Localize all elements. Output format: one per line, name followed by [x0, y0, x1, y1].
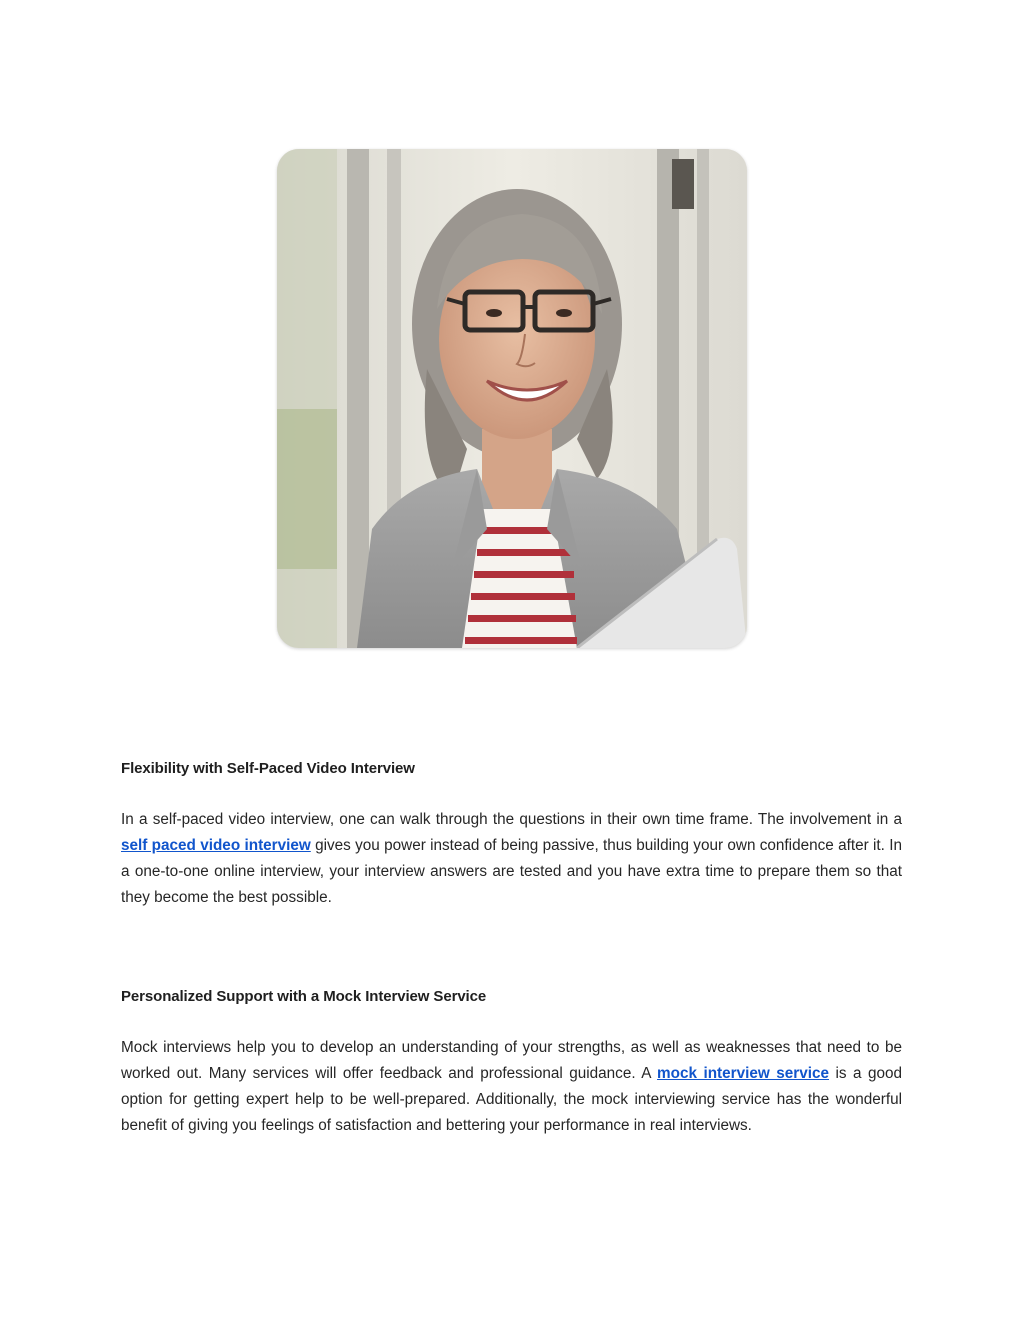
section-heading: Flexibility with Self-Paced Video Interview: [121, 760, 415, 777]
portrait-illustration: [277, 149, 747, 648]
paragraph-text: is a good option for getting expert help to be well-prepared. Additionally, the mock interviewing service has the wonderful benefit of giving you feelings of satisfaction and bettering your performance in real interviews.: [121, 1065, 902, 1134]
mock-interview-service-link[interactable]: mock interview service: [657, 1065, 829, 1082]
paragraph-text: gives you power instead of being passive, thus building your own confidence after it. In a one-to-one online interview, your interview answers are tested and you have extra time to prepare them so that they become the best possible.: [121, 837, 902, 906]
section-flexibility: [121, 760, 902, 777]
paragraph-text: In a self-paced video interview, one can walk through the questions in their own time frame. The involvement in a: [121, 811, 902, 828]
section-mock-interview-body: [121, 1035, 902, 1139]
section-flexibility-body: [121, 807, 902, 911]
section-heading: Personalized Support with a Mock Interview Service: [121, 988, 487, 1005]
paragraph: [121, 1035, 902, 1139]
paragraph: [121, 807, 902, 911]
portrait-photo: [277, 149, 747, 648]
section-mock-interview: [121, 988, 902, 1005]
self-paced-video-interview-link[interactable]: self paced video interview: [121, 837, 311, 854]
paragraph-text: Mock interviews help you to develop an understanding of your strengths, as well as weaknesses that need to be worked out. Many services will offer feedback and professional guidance. A: [121, 1039, 902, 1082]
